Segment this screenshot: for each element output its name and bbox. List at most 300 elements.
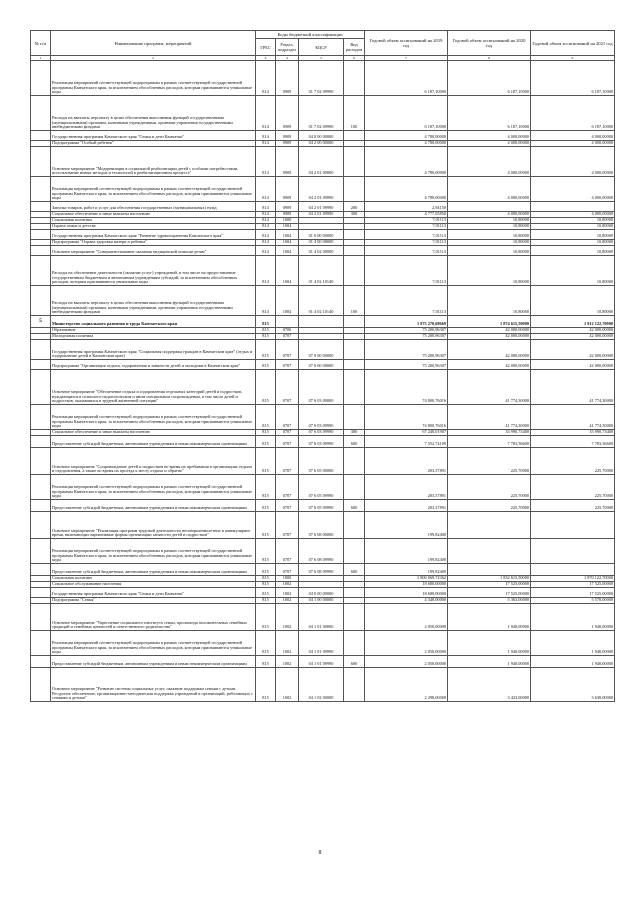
row-grbs: 814: [256, 212, 276, 218]
row-csr: 01 7 02 09990: [299, 61, 344, 96]
row-amount-2021: 4 000,00000: [531, 147, 615, 177]
row-csr: 01 4 02 00000: [299, 246, 344, 256]
row-amount-2021: 4 000,00000: [531, 177, 615, 202]
row-amount-2020: 1 940,00000: [448, 604, 531, 631]
row-grbs: 814: [256, 256, 276, 286]
row-amount-2019: 199,82400: [365, 564, 448, 576]
index-cell: 1: [31, 56, 51, 61]
row-name: Основное мероприятие "Реализация программ трудовой деятельности несовершеннолетних в каникулярное время, включающих вариативные формы организации занятости детей и подростков": [51, 512, 256, 539]
row-amount-2020: 4 000,00000: [448, 147, 531, 177]
row-csr: 07 6 03 09990: [299, 430, 344, 436]
row-number: [31, 564, 51, 576]
row-grbs: 815: [256, 576, 276, 582]
row-amount-2019: 7,01113: [365, 240, 448, 246]
row-amount-2019: 203,37891: [365, 475, 448, 500]
row-rz: 0909: [276, 96, 299, 131]
row-name: Реализация мероприятий соответствующей подпрограммы в рамках соответствующей государственной программы Камчатского края, за исключением обособленных расходов, которым присваиваются уникальные коды: [51, 405, 256, 430]
row-name: Реализация мероприятий соответствующей подпрограммы в рамках соответствующей государственной программы Камчатского края, за исключением обособленных расходов, которым присваиваются уникальные коды: [51, 61, 256, 96]
row-grbs: 815: [256, 588, 276, 598]
row-name: Расходы на обеспечение деятельности (оказание услуг) учреждений, в том числе на предоставление государственным бюджетным и автономным учреждениям субсидий, за исключением обособленных расходов, которым присваиваются уникальные коды: [51, 256, 256, 286]
row-amount-2019: 75 200,96307: [365, 328, 448, 334]
row-name: Реализация мероприятий соответствующей подпрограммы в рамках соответствующей государственной программы Камчатского края, за исключением обособленных расходов, которым присваиваются уникальные коды: [51, 539, 256, 564]
row-amount-2021: 10,80000: [531, 286, 615, 316]
row-vr: 600: [344, 564, 365, 576]
row-csr: 07 6 08 09990: [299, 539, 344, 564]
row-amount-2020: 4 000,00000: [448, 177, 531, 202]
row-amount-2019: 2 050,00000: [365, 656, 448, 668]
row-number: [31, 631, 51, 656]
row-amount-2021: 3 638,00000: [531, 668, 615, 702]
row-vr: 100: [344, 286, 365, 316]
row-rz: 0707: [276, 539, 299, 564]
row-number: [31, 131, 51, 141]
row-vr: 600: [344, 656, 365, 668]
row-grbs: 815: [256, 340, 276, 360]
header-num: № п/п: [31, 31, 51, 56]
row-name: Молодежная политика: [51, 334, 256, 340]
row-amount-2019: 18 680,00000: [365, 588, 448, 598]
row-amount-2020: [448, 512, 531, 539]
row-number: [31, 360, 51, 370]
row-amount-2021: 225,70000: [531, 475, 615, 500]
table-row: [31, 448, 615, 475]
table-row: [31, 340, 615, 360]
row-number: [31, 177, 51, 202]
index-cell: 4: [276, 56, 299, 61]
row-amount-2021: 5 578,00000: [531, 598, 615, 604]
row-vr: 300: [344, 430, 365, 436]
row-vr: [344, 588, 365, 598]
row-name: Основное мероприятие "Укрепление социального института семьи, пропаганда положительных семейных традиций и семейных ценностей и ответственного родительства": [51, 604, 256, 631]
row-rz: 1002: [276, 668, 299, 702]
row-amount-2020: 7 783,56600: [448, 436, 531, 448]
row-amount-2021: 10,80000: [531, 224, 615, 230]
row-amount-2021: [531, 564, 615, 576]
row-grbs: 815: [256, 405, 276, 430]
row-amount-2019: 4 348,00000: [365, 598, 448, 604]
row-name: Социальное обслуживание населения: [51, 582, 256, 588]
row-number: [31, 286, 51, 316]
row-amount-2020: 10,80000: [448, 256, 531, 286]
row-amount-2020: 6 187,10000: [448, 61, 531, 96]
row-amount-2021: 7 783,56600: [531, 436, 615, 448]
table-row: [31, 564, 615, 576]
row-amount-2020: 4 000,00000: [448, 141, 531, 147]
row-amount-2020: 1 940,00000: [448, 656, 531, 668]
row-grbs: 815: [256, 328, 276, 334]
row-csr: 04 0 00 00000: [299, 588, 344, 598]
row-grbs: 815: [256, 539, 276, 564]
row-vr: [344, 360, 365, 370]
row-csr: 07 6 00 00000: [299, 360, 344, 370]
row-rz: 0707: [276, 340, 299, 360]
row-csr: 01 7 02 09990: [299, 96, 344, 131]
row-amount-2021: 10,80000: [531, 246, 615, 256]
row-grbs: 815: [256, 370, 276, 405]
row-amount-2020: 10,80000: [448, 218, 531, 224]
row-vr: 600: [344, 436, 365, 448]
index-cell: 2: [51, 56, 256, 61]
row-amount-2021: 1 870 122,70000: [531, 576, 615, 582]
row-amount-2019: 203,37891: [365, 500, 448, 512]
index-cell: 9: [531, 56, 615, 61]
row-amount-2021: 42 000,00000: [531, 334, 615, 340]
row-grbs: 814: [256, 230, 276, 240]
row-amount-2019: 203,37891: [365, 448, 448, 475]
row-amount-2021: [531, 539, 615, 564]
row-vr: [344, 448, 365, 475]
row-number: 5: [31, 316, 51, 328]
row-grbs: 814: [256, 218, 276, 224]
table-row: [31, 539, 615, 564]
row-amount-2020: 1 832 615,50000: [448, 576, 531, 582]
row-amount-2020: 42 000,00000: [448, 360, 531, 370]
row-name: Реализация мероприятий соответствующей подпрограммы в рамках соответствующей государственной программы Камчатского края, за исключением обособленных расходов, которым присваиваются уникальные коды: [51, 631, 256, 656]
row-amount-2020: 17 525,00000: [448, 582, 531, 588]
row-amount-2019: 4 780,00000: [365, 131, 448, 141]
row-amount-2020: 41 774,30000: [448, 370, 531, 405]
table-row: [31, 256, 615, 286]
row-csr: 07 6 03 00000: [299, 370, 344, 405]
row-rz: 0707: [276, 512, 299, 539]
row-amount-2021: 42 000,00000: [531, 340, 615, 360]
row-number: [31, 512, 51, 539]
row-grbs: 815: [256, 475, 276, 500]
row-amount-2021: 4 000,00000: [531, 212, 615, 218]
table-row: [31, 500, 615, 512]
row-name: Образование: [51, 328, 256, 334]
row-vr: [344, 177, 365, 202]
row-rz: 1004: [276, 246, 299, 256]
row-grbs: 815: [256, 436, 276, 448]
row-csr: 04 2 01 00000: [299, 147, 344, 177]
row-csr: 07 6 08 00000: [299, 512, 344, 539]
header-rz: Раздел, подраздел: [276, 39, 299, 56]
row-grbs: 815: [256, 334, 276, 340]
row-amount-2019: 6 187,10000: [365, 61, 448, 96]
row-rz: 1002: [276, 656, 299, 668]
row-amount-2019: 74 800,76016: [365, 405, 448, 430]
table-row: [31, 631, 615, 656]
row-rz: 0707: [276, 334, 299, 340]
row-amount-2019: 75 200,96307: [365, 340, 448, 360]
row-amount-2020: [448, 539, 531, 564]
row-rz: 0909: [276, 61, 299, 96]
row-rz: 1000: [276, 576, 299, 582]
row-number: [31, 436, 51, 448]
table-row: [31, 96, 615, 131]
row-csr: 07 6 05 09990: [299, 475, 344, 500]
row-grbs: 814: [256, 147, 276, 177]
row-rz: 1002: [276, 631, 299, 656]
table-row: [31, 131, 615, 141]
row-grbs: 814: [256, 131, 276, 141]
row-amount-2020: 10,80000: [448, 286, 531, 316]
table-row: [31, 240, 615, 246]
row-vr: [344, 340, 365, 360]
row-csr: 04 2 00 00000: [299, 141, 344, 147]
row-amount-2021: 1 940,00000: [531, 656, 615, 668]
row-amount-2021: 42 000,00000: [531, 360, 615, 370]
row-name: Социальное обеспечение и иные выплаты населению: [51, 430, 256, 436]
header-2020: Годовой объем ассигнований на 2020 год: [448, 31, 531, 56]
table-row: [31, 405, 615, 430]
row-rz: 0707: [276, 430, 299, 436]
row-rz: 0707: [276, 475, 299, 500]
budget-table: [30, 30, 615, 702]
row-amount-2020: 17 525,00000: [448, 588, 531, 598]
row-amount-2020: 10,80000: [448, 224, 531, 230]
row-grbs: 815: [256, 430, 276, 436]
row-grbs: 814: [256, 286, 276, 316]
table-row: [31, 246, 615, 256]
row-amount-2019: 4 780,00000: [365, 147, 448, 177]
row-csr: 04 2 01 09990: [299, 202, 344, 212]
row-amount-2021: 225,70000: [531, 448, 615, 475]
row-amount-2021: 6 187,10000: [531, 61, 615, 96]
row-number: [31, 656, 51, 668]
row-amount-2019: 4 780,00000: [365, 177, 448, 202]
header-2019: Годовой объем ассигнований на 2019 год: [365, 31, 448, 56]
row-amount-2020: 1 874 615,50000: [448, 316, 531, 328]
row-rz: 1002: [276, 604, 299, 631]
index-cell: 8: [448, 56, 531, 61]
row-csr: 04 2 01 09990: [299, 177, 344, 202]
header-vr: Вид расходов: [344, 39, 365, 56]
row-number: [31, 588, 51, 598]
row-rz: 0707: [276, 448, 299, 475]
row-amount-2019: 18 680,00000: [365, 582, 448, 588]
row-vr: [344, 539, 365, 564]
row-amount-2021: 10,80000: [531, 240, 615, 246]
row-grbs: 815: [256, 668, 276, 702]
row-grbs: 814: [256, 240, 276, 246]
row-amount-2020: 3 423,00000: [448, 668, 531, 702]
row-amount-2020: 4 000,00000: [448, 212, 531, 218]
row-number: [31, 147, 51, 177]
row-amount-2020: 42 000,00000: [448, 340, 531, 360]
row-number: [31, 405, 51, 430]
row-amount-2021: 41 774,30000: [531, 405, 615, 430]
row-number: [31, 604, 51, 631]
table-row: [31, 475, 615, 500]
row-rz: 0909: [276, 147, 299, 177]
row-grbs: 815: [256, 564, 276, 576]
row-rz: 1002: [276, 582, 299, 588]
row-amount-2019: 7,01113: [365, 286, 448, 316]
row-amount-2019: 7,01113: [365, 230, 448, 240]
table-row: [31, 360, 615, 370]
row-grbs: 814: [256, 141, 276, 147]
table-row: [31, 588, 615, 598]
row-name: Государственная программа Камчатского края "Развитие здравоохранения Камчатского края": [51, 230, 256, 240]
row-amount-2021: 10,80000: [531, 256, 615, 286]
row-amount-2020: 225,70000: [448, 448, 531, 475]
row-name: Основное мероприятие "Развитие системы социальных услуг, оказание поддержки семьям с детьми. Ресурсное обеспечение, организационно-методическая поддержка учреждений и организаций, работающих с семьями и детьми": [51, 668, 256, 702]
row-rz: 0909: [276, 131, 299, 141]
index-cell: 7: [365, 56, 448, 61]
row-amount-2019: 4 777,05850: [365, 212, 448, 218]
row-name: Предоставление субсидий бюджетным, автономным учреждениям и иным некоммерческим организациям: [51, 500, 256, 512]
row-amount-2020: [448, 564, 531, 576]
row-csr: 07 6 03 09990: [299, 405, 344, 430]
table-body: [31, 61, 615, 702]
row-amount-2019: 7,01113: [365, 246, 448, 256]
table-row: [31, 604, 615, 631]
row-grbs: 815: [256, 500, 276, 512]
row-rz: 0707: [276, 436, 299, 448]
row-csr: 01 0 00 00000: [299, 230, 344, 240]
row-amount-2019: 2 050,00000: [365, 631, 448, 656]
row-rz: 0909: [276, 202, 299, 212]
row-number: [31, 668, 51, 702]
row-amount-2021: [531, 512, 615, 539]
row-csr: 04 1 02 00000: [299, 668, 344, 702]
row-csr: 07 0 00 00000: [299, 340, 344, 360]
row-amount-2020: 10,80000: [448, 246, 531, 256]
row-name: Подпрограмма "Охрана здоровья матери и ребенка": [51, 240, 256, 246]
row-vr: 200: [344, 202, 365, 212]
header-csr: КЦСР: [299, 39, 344, 56]
row-amount-2021: 41 774,30000: [531, 370, 615, 405]
row-vr: [344, 475, 365, 500]
row-name: Основное мероприятие "Обеспечение отдыха и оздоровления отдельных категорий детей и подростков, нуждающихся в психолого-педагогическом и ином специальном сопровождении, в том числе детей и подростков, оказавшихся в трудной жизненной ситуации": [51, 370, 256, 405]
row-rz: 0909: [276, 212, 299, 218]
row-amount-2020: 10,80000: [448, 230, 531, 240]
row-number: [31, 230, 51, 240]
row-grbs: 815: [256, 598, 276, 604]
row-rz: 0707: [276, 500, 299, 512]
row-amount-2020: 42 000,00000: [448, 328, 531, 334]
row-name: Социальное обеспечение и иные выплаты населению: [51, 212, 256, 218]
row-name: Предоставление субсидий бюджетным, автономным учреждениям и иным некоммерческим организациям: [51, 656, 256, 668]
row-name: Реализация мероприятий соответствующей подпрограммы в рамках соответствующей государственной программы Камчатского края, за исключением обособленных расходов, которым присваиваются уникальные коды: [51, 475, 256, 500]
row-amount-2021: 1 912 122,70000: [531, 316, 615, 328]
row-number: [31, 61, 51, 96]
row-amount-2020: 4 000,00000: [448, 131, 531, 141]
row-csr: 07 6 05 00000: [299, 448, 344, 475]
row-grbs: 815: [256, 656, 276, 668]
row-grbs: 814: [256, 96, 276, 131]
row-rz: 1004: [276, 230, 299, 240]
row-rz: 1002: [276, 598, 299, 604]
row-csr: 04 1 00 00000: [299, 598, 344, 604]
table-row: [31, 512, 615, 539]
row-number: [31, 539, 51, 564]
row-vr: [344, 230, 365, 240]
row-amount-2019: 75 200,96307: [365, 334, 448, 340]
table-row: [31, 668, 615, 702]
row-csr: 04 1 01 09990: [299, 656, 344, 668]
table-row: [31, 230, 615, 240]
row-vr: [344, 668, 365, 702]
row-vr: [344, 61, 365, 96]
row-amount-2020: 6 187,10000: [448, 96, 531, 131]
row-amount-2019: 2 050,00000: [365, 604, 448, 631]
row-name: Министерство социального развития и труда Камчатского края: [51, 316, 256, 328]
row-amount-2021: 33 990,73400: [531, 430, 615, 436]
row-amount-2020: 33 990,73400: [448, 430, 531, 436]
table-row: [31, 61, 615, 96]
table-row: [31, 656, 615, 668]
row-amount-2021: 10,80000: [531, 218, 615, 224]
row-amount-2021: 1 940,00000: [531, 631, 615, 656]
row-grbs: 814: [256, 61, 276, 96]
row-grbs: 815: [256, 360, 276, 370]
row-grbs: 815: [256, 582, 276, 588]
table-row: [31, 212, 615, 218]
row-amount-2021: 17 525,00000: [531, 588, 615, 598]
table-row: [31, 436, 615, 448]
row-name: Подпрограмма "Особый ребенок": [51, 141, 256, 147]
row-amount-2020: [448, 202, 531, 212]
row-rz: 0909: [276, 141, 299, 147]
row-name: Реализация мероприятий соответствующей подпрограммы в рамках соответствующей государственной программы Камчатского края, за исключением обособленных расходов, которым присваиваются уникальные коды: [51, 177, 256, 202]
row-vr: [344, 604, 365, 631]
row-amount-2019: 7,01113: [365, 224, 448, 230]
row-amount-2019: 2,94150: [365, 202, 448, 212]
row-grbs: 815: [256, 512, 276, 539]
row-vr: [344, 246, 365, 256]
row-number: [31, 448, 51, 475]
table-row: [31, 177, 615, 202]
row-amount-2020: 42 000,00000: [448, 334, 531, 340]
row-number: [31, 96, 51, 131]
row-number: [31, 475, 51, 500]
row-grbs: 815: [256, 631, 276, 656]
row-amount-2019: 4 780,00000: [365, 141, 448, 147]
row-rz: [276, 316, 299, 328]
row-amount-2019: 1 875 270,68669: [365, 316, 448, 328]
row-csr: 01 4 02 10140: [299, 286, 344, 316]
budget-table-sheet: [30, 30, 614, 702]
row-amount-2019: 199,82400: [365, 539, 448, 564]
row-grbs: 814: [256, 202, 276, 212]
header-codes-group: Коды бюджетной классификации: [256, 31, 365, 39]
table-row: [31, 286, 615, 316]
row-amount-2021: 4 000,00000: [531, 131, 615, 141]
row-rz: 0707: [276, 564, 299, 576]
row-grbs: 815: [256, 448, 276, 475]
row-amount-2021: 17 525,00000: [531, 582, 615, 588]
row-name: Подпрограмма "Организация отдыха, оздоровления и занятости детей и молодежи в Камчатском крае": [51, 360, 256, 370]
row-amount-2019: 7 552,74109: [365, 436, 448, 448]
row-rz: 1002: [276, 588, 299, 598]
row-name: Расходы на выплаты персоналу в целях обеспечения выполнения функций государственными (муниципальными) органами, казенными учреждениями, органами управления государственными внебюджетными фондами: [51, 96, 256, 131]
row-amount-2021: 1 940,00000: [531, 604, 615, 631]
header-grbs: ГРБС: [256, 39, 276, 56]
table-row: [31, 370, 615, 405]
row-amount-2019: 199,82400: [365, 512, 448, 539]
row-amount-2019: 1 800 069,72362: [365, 576, 448, 582]
row-name: Охрана семьи и детства: [51, 224, 256, 230]
row-name: Расходы на выплаты персоналу в целях обеспечения выполнения функций государственными (муниципальными) органами, казенными учреждениями, органами управления государственными внебюджетными фондами: [51, 286, 256, 316]
row-amount-2020: 1 940,00000: [448, 631, 531, 656]
row-name: Предоставление субсидий бюджетным, автономным учреждениям и иным некоммерческим организациям: [51, 564, 256, 576]
row-grbs: 814: [256, 177, 276, 202]
row-rz: 1004: [276, 224, 299, 230]
row-amount-2021: 10,80000: [531, 230, 615, 240]
row-amount-2021: [531, 202, 615, 212]
row-rz: 0700: [276, 328, 299, 334]
row-grbs: 814: [256, 224, 276, 230]
row-amount-2020: 5 363,00000: [448, 598, 531, 604]
row-amount-2020: 10,80000: [448, 240, 531, 246]
row-csr: 04 1 01 09990: [299, 631, 344, 656]
row-csr: 04 2 01 09990: [299, 212, 344, 218]
row-amount-2020: 41 774,30000: [448, 405, 531, 430]
row-vr: 100: [344, 96, 365, 131]
